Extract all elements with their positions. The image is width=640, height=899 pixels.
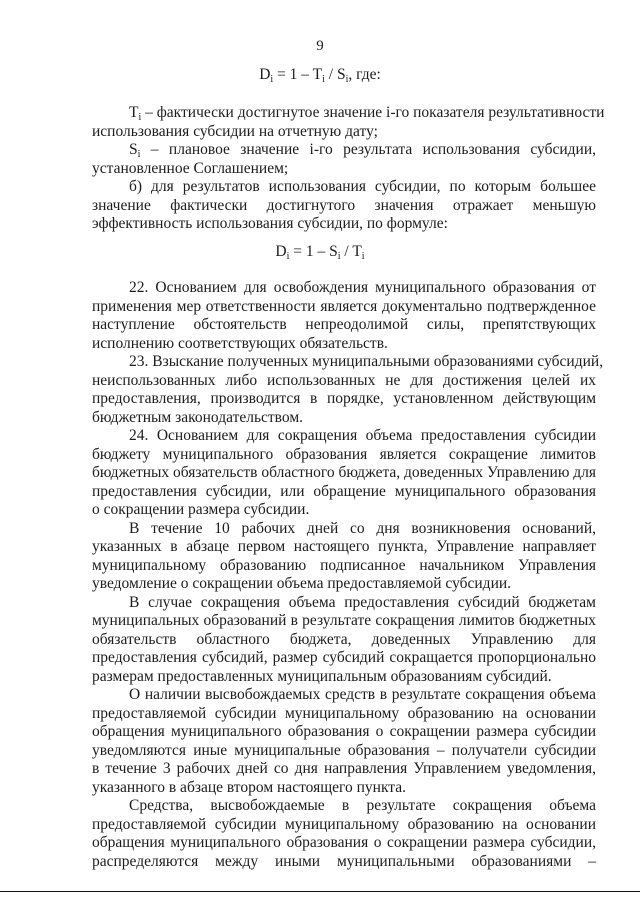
- paragraph-line: указанного в абзаце втором настоящего пункта.: [92, 778, 407, 796]
- paragraph-line: муниципальному образованию подписанное начальником Управления: [92, 556, 596, 574]
- def-t-line-2: использования субсидии на отчетную дату;: [92, 122, 378, 140]
- paragraph-line: предоставления, производится в порядке, установленном действующим: [92, 390, 596, 407]
- paragraph-line: в течение 3 рабочих дней со дня направления Управлением уведомления,: [92, 760, 596, 777]
- paragraph-line: неиспользованных либо использованных не для достижения целей их: [92, 371, 596, 389]
- item-b-line-3: эффективность использования субсидии, по формуле:: [92, 215, 448, 232]
- paragraph-line: исполнению соответствующих обязательств.: [92, 334, 388, 352]
- item-b-line-2: значение фактически достигнутого значения отражает меньшую: [92, 196, 596, 214]
- paragraph-line: предоставления субсидии, или обращение муниципального образования: [92, 482, 596, 500]
- page-number: 9: [316, 38, 324, 54]
- paragraph-line: размерам предоставленных муниципальным образованиям субсидий.: [92, 667, 552, 685]
- definitions-block: [92, 104, 605, 234]
- paragraph-line: уведомляются иные муниципальные образования – получатели субсидии: [92, 741, 596, 759]
- paragraph-line: О наличии высвобождаемых средств в результате сокращения объема: [129, 686, 596, 703]
- paragraph-line: обязательств областного бюджета, доведенных Управлению для: [92, 630, 596, 648]
- paragraph-line: бюджетным законодательством.: [92, 408, 304, 426]
- paragraph-line: 23. Взыскание полученных муниципальными образованиями субсидий,: [129, 353, 604, 370]
- paragraph-23: [92, 353, 604, 427]
- paragraph-line: бюджету муниципального образования является сокращение лимитов: [92, 445, 596, 463]
- def-s-line-2: установленное Соглашением;: [92, 159, 289, 177]
- paragraph-line: В случае сокращения объема предоставления субсидий бюджетам: [129, 593, 596, 611]
- paragraph-line: о сокращении размера субсидии.: [92, 501, 310, 518]
- paragraph-line: обращения муниципального образования о сокращении размера субсидии,: [92, 834, 596, 851]
- paragraph-line: В течение 10 рабочих дней со дня возникновения оснований,: [129, 519, 596, 537]
- paragraph-line: уведомление о сокращении объема предоставляемой субсидии.: [92, 575, 512, 592]
- def-t-line-1: $T_i$ – фактически достигнутое значение i-го показателя результативности: [129, 104, 605, 123]
- def-s-line-1: $S_i$ – плановое значение i-го результата использования субсидии,: [129, 141, 596, 160]
- paragraph-line: бюджетных обязательств областного бюджета, доведенных Управлению для: [92, 464, 597, 481]
- paragraph-line: указанных в абзаце первом настоящего пункта, Управление направляет: [92, 538, 596, 555]
- paragraph-line: предоставляемой субсидии муниципальному образованию на основании: [92, 704, 596, 722]
- paragraph-line: применения мер ответственности является документально подтвержденное: [92, 297, 596, 315]
- paragraph-line: обращения муниципального образования о сокращении размера субсидии: [92, 723, 596, 740]
- paragraph-line: наступление обстоятельств непреодолимой силы, препятствующих: [92, 316, 596, 333]
- paragraph-24: [92, 427, 596, 871]
- formula-1: $D_i = 1 - T_i / S_i$, где:: [259, 66, 381, 85]
- page-bottom-rule: [0, 891, 640, 892]
- paragraph-line: распределяются между иными муниципальными образованиями –: [92, 852, 596, 870]
- paragraph-22: [92, 279, 596, 353]
- paragraph-line: Средства, высвобождаемые в результате сокращения объема: [129, 797, 596, 814]
- paragraph-line: муниципальных образований в результате сокращения лимитов бюджетных: [92, 612, 596, 629]
- paragraph-line: 22. Основанием для освобождения муниципального образования от: [129, 279, 596, 296]
- formula-2: $D_i = 1 - S_i / T_i$: [275, 243, 365, 262]
- paragraph-line: предоставляемой субсидии муниципальному образованию на основании: [92, 815, 596, 833]
- paragraph-line: предоставления субсидий, размер субсидий сокращается пропорционально: [92, 649, 596, 666]
- paragraph-line: 24. Основанием для сокращения объема предоставления субсидии: [129, 427, 596, 444]
- item-b-line-1: б) для результатов использования субсидии, по которым большее: [129, 178, 596, 195]
